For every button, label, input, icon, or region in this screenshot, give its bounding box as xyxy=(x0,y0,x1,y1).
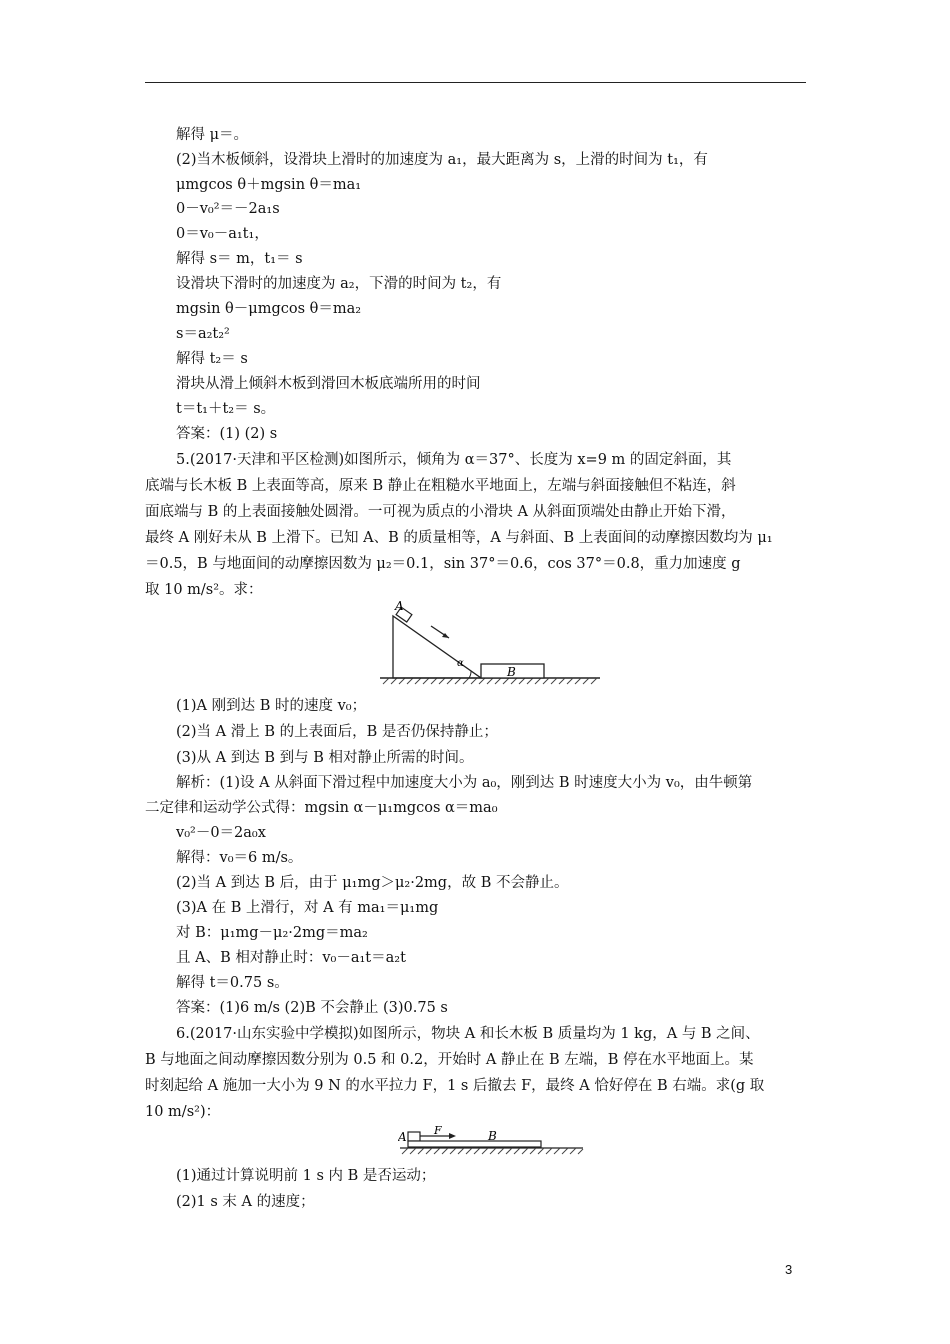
text-line: 解得 t₂＝ s xyxy=(176,351,248,367)
label-alpha: α xyxy=(457,658,464,669)
text-line: s＝a₂t₂² xyxy=(176,326,230,342)
ground-hatching xyxy=(383,678,597,684)
text-line: 最终 A 刚好未从 B 上滑下。已知 A、B 的质量相等，A 与斜面、B 上表面间的动摩擦因数均为 μ₁ xyxy=(145,530,773,546)
text-line: v₀²－0＝2a₀x xyxy=(176,825,266,841)
text-line: μmgcos θ＋mgsin θ＝ma₁ xyxy=(176,177,362,193)
text-line: 解得 s＝ m，t₁＝ s xyxy=(176,251,303,267)
board-diagram xyxy=(398,1126,588,1158)
text-line: 面底端与 B 的上表面接触处圆滑。一可视为质点的小滑块 A 从斜面顶端处由静止开始下滑， xyxy=(145,504,736,520)
text-line: 解得 t＝0.75 s。 xyxy=(176,975,289,991)
text-line: 0＝v₀－a₁t₁， xyxy=(176,226,269,242)
label-b: B xyxy=(507,665,516,679)
ground-hatching xyxy=(402,1148,583,1154)
text-line: 解析：(1)设 A 从斜面下滑过程中加速度大小为 a₀，刚到达 B 时速度大小为 v₀，由牛顿第 xyxy=(176,775,753,791)
text-line: 答案：(1) (2) s xyxy=(176,426,278,442)
text-line: 10 m/s²)： xyxy=(145,1104,221,1120)
text-line: mgsin θ－μmgcos θ＝ma₂ xyxy=(176,301,362,317)
text-line: 底端与长木板 B 上表面等高，原来 B 静止在粗糙水平地面上，左端与斜面接触但不粘连，斜 xyxy=(145,478,736,494)
text-line: 设滑块下滑时的加速度为 a₂，下滑的时间为 t₂，有 xyxy=(176,276,502,292)
text-line: 二定律和运动学公式得：mgsin α－μ₁mgcos α＝ma₀ xyxy=(145,800,498,816)
text-line: ＝0.5，B 与地面间的动摩擦因数为 μ₂＝0.1，sin 37°＝0.6，cos 37°＝0.8，重力加速度 g xyxy=(145,556,741,572)
label-a: A xyxy=(398,1130,407,1144)
text-line: (1)A 刚到达 B 时的速度 v₀； xyxy=(176,698,367,714)
text-line: 且 A、B 相对静止时：v₀－a₁t＝a₂t xyxy=(176,950,406,966)
text-line: 6.(2017·山东实验中学模拟)如图所示，物块 A 和长木板 B 质量均为 1 kg，A 与 B 之间、 xyxy=(176,1026,760,1042)
text-line: 0－v₀²＝－2a₁s xyxy=(176,201,280,217)
label-b: B xyxy=(488,1129,497,1143)
block-a xyxy=(408,1132,420,1141)
board-b xyxy=(408,1141,541,1147)
header-rule xyxy=(145,82,806,83)
text-line: 答案：(1)6 m/s (2)B 不会静止 (3)0.75 s xyxy=(176,1000,448,1016)
text-line: t＝t₁＋t₂＝ s。 xyxy=(176,401,276,417)
text-line: (1)通过计算说明前 1 s 内 B 是否运动； xyxy=(176,1168,436,1184)
page-number: 3 xyxy=(785,1262,793,1277)
text-line: (2)当 A 到达 B 后，由于 μ₁mg＞μ₂·2mg，故 B 不会静止。 xyxy=(176,875,569,891)
text-line: (2)当 A 滑上 B 的上表面后，B 是否仍保持静止； xyxy=(176,724,498,740)
label-f: F xyxy=(434,1126,442,1137)
text-line: 解得：v₀＝6 m/s。 xyxy=(176,850,303,866)
text-line: (3)A 在 B 上滑行，对 A 有 ma₁＝μ₁mg xyxy=(176,900,439,916)
angle-arc xyxy=(469,671,471,678)
incline-diagram xyxy=(375,598,605,690)
text-line: 时刻起给 A 施加一大小为 9 N 的水平拉力 F，1 s 后撤去 F，最终 A 恰好停在 B 右端。求(g 取 xyxy=(145,1078,765,1094)
text-line: 滑块从滑上倾斜木板到滑回木板底端所用的时间 xyxy=(176,376,481,392)
text-line: 解得 μ＝。 xyxy=(176,127,249,143)
text-line: 取 10 m/s²。求： xyxy=(145,582,263,598)
text-line: 对 B：μ₁mg－μ₂·2mg＝ma₂ xyxy=(176,925,368,941)
text-line: 5.(2017·天津和平区检测)如图所示，倾角为 α＝37°、长度为 x=9 m 的固定斜面，其 xyxy=(176,452,732,468)
text-line: (2)当木板倾斜，设滑块上滑时的加速度为 a₁，最大距离为 s，上滑的时间为 t₁，有 xyxy=(176,152,708,168)
text-line: (2)1 s 末 A 的速度； xyxy=(176,1194,315,1210)
text-line: B 与地面之间动摩擦因数分别为 0.5 和 0.2，开始时 A 静止在 B 左端，B 停在水平地面上。某 xyxy=(145,1052,754,1068)
label-a: A xyxy=(395,599,404,613)
arrow-head xyxy=(449,1133,456,1139)
text-line: (3)从 A 到达 B 到与 B 相对静止所需的时间。 xyxy=(176,750,474,766)
incline-slope xyxy=(393,616,481,678)
